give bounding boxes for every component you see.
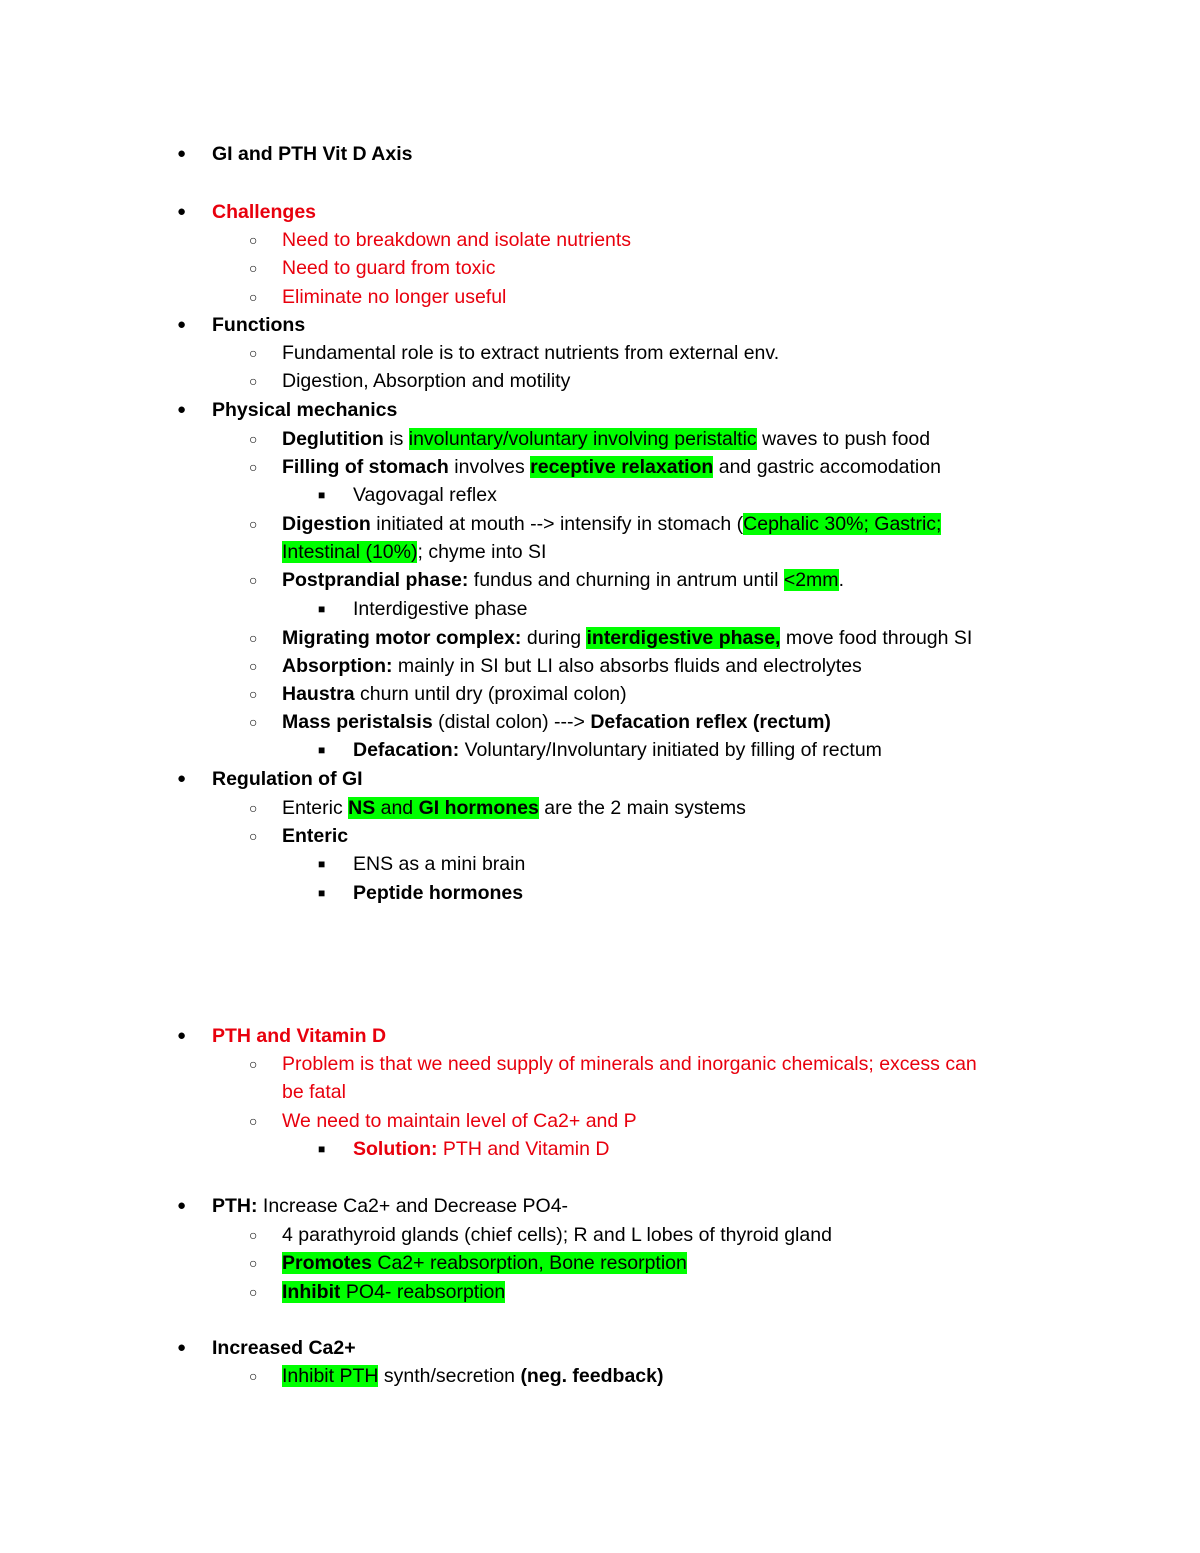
text-segment: waves to push food xyxy=(756,428,931,450)
level1-bullet-icon: ● xyxy=(177,1027,187,1044)
line-text xyxy=(353,850,525,878)
line-text xyxy=(212,1022,386,1050)
text-segment: Vagovagal reflex xyxy=(353,484,497,506)
level2-circle-bullet-icon: ○ xyxy=(249,1284,258,1300)
text-segment: Need to guard from toxic xyxy=(282,257,496,279)
text-segment: Defacation reflex (rectum) xyxy=(590,711,831,733)
line-text xyxy=(212,765,363,793)
text-segment: synth/secretion xyxy=(378,1365,521,1387)
level2-circle-bullet-icon: ○ xyxy=(249,1368,258,1384)
level2-circle-bullet-icon: ○ xyxy=(249,714,258,730)
highlighted-text: GI hormones xyxy=(418,797,539,819)
level2-circle-bullet-icon: ○ xyxy=(249,800,258,816)
line-text xyxy=(282,566,844,594)
highlighted-text: Inhibit PTH xyxy=(282,1365,379,1387)
level3-square-bullet-icon: ■ xyxy=(318,857,326,871)
level2-circle-bullet-icon: ○ xyxy=(249,630,258,646)
line-text xyxy=(353,736,882,764)
text-segment: initiated at mouth --> intensify in stomach ( xyxy=(370,513,744,535)
line-text xyxy=(212,311,305,339)
level2-circle-bullet-icon: ○ xyxy=(249,1113,258,1129)
line-text xyxy=(282,1107,637,1135)
line-text xyxy=(282,794,746,822)
level2-circle-bullet-icon: ○ xyxy=(249,1056,258,1072)
level3-square-bullet-icon: ■ xyxy=(318,743,326,757)
line-text xyxy=(282,1078,346,1106)
line-text xyxy=(282,1362,663,1390)
line-text xyxy=(282,822,348,850)
level2-circle-bullet-icon: ○ xyxy=(249,516,258,532)
level1-bullet-icon: ● xyxy=(177,1197,187,1214)
line-text xyxy=(282,680,627,708)
text-segment: move food through SI xyxy=(780,627,973,649)
level1-bullet-icon: ● xyxy=(177,316,187,333)
line-text xyxy=(212,198,316,226)
text-segment: Increase Ca2+ and Decrease PO4- xyxy=(257,1195,569,1217)
level1-bullet-icon: ● xyxy=(177,1339,187,1356)
text-segment: Haustra xyxy=(282,683,355,705)
text-segment: ENS as a mini brain xyxy=(353,853,526,875)
level3-square-bullet-icon: ■ xyxy=(318,488,326,502)
level1-bullet-icon: ● xyxy=(177,203,187,220)
text-segment: are the 2 main systems xyxy=(538,797,746,819)
text-segment: Digestion xyxy=(282,513,371,535)
line-text xyxy=(282,283,506,311)
text-segment: Digestion, Absorption and motility xyxy=(282,370,571,392)
line-text xyxy=(282,1278,505,1306)
text-segment: during xyxy=(521,627,587,649)
text-segment: PTH: xyxy=(212,1195,258,1217)
text-segment: churn until dry (proximal colon) xyxy=(354,683,627,705)
text-segment: PTH and Vitamin D xyxy=(212,1025,387,1047)
highlighted-text: Ca2+ reabsorption, Bone resorption xyxy=(371,1252,687,1274)
text-segment: Enteric xyxy=(282,825,349,847)
text-segment: GI and PTH Vit D Axis xyxy=(212,143,413,165)
highlighted-text: Intestinal (10%) xyxy=(282,541,418,563)
highlighted-text: PO4- reabsorption xyxy=(340,1281,506,1303)
text-segment: Interdigestive phase xyxy=(353,598,528,620)
highlighted-text: Cephalic 30%; Gastric; xyxy=(743,513,942,535)
level3-square-bullet-icon: ■ xyxy=(318,1142,326,1156)
line-text xyxy=(282,538,546,566)
line-text xyxy=(282,453,941,481)
text-segment: (neg. feedback) xyxy=(520,1365,664,1387)
line-text xyxy=(282,226,631,254)
line-text xyxy=(212,140,412,168)
text-segment: . xyxy=(838,569,844,591)
level2-circle-bullet-icon: ○ xyxy=(249,232,258,248)
text-segment: and gastric accomodation xyxy=(713,456,941,478)
level2-circle-bullet-icon: ○ xyxy=(249,828,258,844)
line-text xyxy=(353,595,528,623)
text-segment: Absorption: xyxy=(282,655,393,677)
line-text xyxy=(212,1192,568,1220)
text-segment: Enteric xyxy=(282,797,349,819)
level3-square-bullet-icon: ■ xyxy=(318,886,326,900)
line-text xyxy=(353,879,523,907)
highlighted-text: Promotes xyxy=(282,1252,372,1274)
text-segment: (distal colon) ---> xyxy=(432,711,591,733)
level1-bullet-icon: ● xyxy=(177,145,187,162)
text-segment: Physical mechanics xyxy=(212,399,398,421)
text-segment: Solution: xyxy=(353,1138,438,1160)
highlighted-text: <2mm xyxy=(783,569,839,591)
text-segment: Challenges xyxy=(212,201,317,223)
level2-circle-bullet-icon: ○ xyxy=(249,459,258,475)
line-text xyxy=(282,1221,832,1249)
text-segment: ; chyme into SI xyxy=(417,541,547,563)
line-text xyxy=(282,1249,687,1277)
text-segment: Postprandial phase: xyxy=(282,569,469,591)
line-text xyxy=(282,708,831,736)
level1-bullet-icon: ● xyxy=(177,401,187,418)
text-segment: PTH and Vitamin D xyxy=(437,1138,610,1160)
text-segment: Voluntary/Involuntary initiated by filling of rectum xyxy=(459,739,882,761)
text-segment: fundus and churning in antrum until xyxy=(468,569,784,591)
line-text xyxy=(282,624,972,652)
text-segment: Filling of stomach xyxy=(282,456,449,478)
level2-circle-bullet-icon: ○ xyxy=(249,658,258,674)
text-segment: involves xyxy=(448,456,531,478)
level2-circle-bullet-icon: ○ xyxy=(249,260,258,276)
highlighted-text: involuntary/voluntary involving peristaltic xyxy=(408,428,757,450)
text-segment: Fundamental role is to extract nutrients from external env. xyxy=(282,342,780,364)
text-segment: Increased Ca2+ xyxy=(212,1337,356,1359)
highlighted-text: interdigestive phase, xyxy=(586,627,781,649)
text-segment: Regulation of GI xyxy=(212,768,363,790)
line-text xyxy=(212,396,397,424)
text-segment: 4 parathyroid glands (chief cells); R and L lobes of thyroid gland xyxy=(282,1224,832,1246)
text-segment: is xyxy=(383,428,409,450)
line-text xyxy=(353,1135,609,1163)
text-segment: Deglutition xyxy=(282,428,384,450)
text-segment: Mass peristalsis xyxy=(282,711,433,733)
line-text xyxy=(282,367,570,395)
line-text xyxy=(282,652,862,680)
line-text xyxy=(282,1050,977,1078)
highlighted-text: Inhibit xyxy=(282,1281,341,1303)
level2-circle-bullet-icon: ○ xyxy=(249,1227,258,1243)
level2-circle-bullet-icon: ○ xyxy=(249,686,258,702)
text-segment: Need to breakdown and isolate nutrients xyxy=(282,229,632,251)
level2-circle-bullet-icon: ○ xyxy=(249,373,258,389)
text-segment: Defacation: xyxy=(353,739,460,761)
line-text xyxy=(282,254,496,282)
text-segment: Peptide hormones xyxy=(353,882,524,904)
text-segment: mainly in SI but LI also absorbs fluids and electrolytes xyxy=(392,655,862,677)
line-text xyxy=(282,510,941,538)
line-text xyxy=(212,1334,356,1362)
text-segment: Eliminate no longer useful xyxy=(282,286,507,308)
highlighted-text: receptive relaxation xyxy=(530,456,714,478)
level2-circle-bullet-icon: ○ xyxy=(249,572,258,588)
text-segment: Functions xyxy=(212,314,306,336)
text-segment: Migrating motor complex: xyxy=(282,627,522,649)
highlighted-text: NS xyxy=(348,797,376,819)
level2-circle-bullet-icon: ○ xyxy=(249,289,258,305)
level2-circle-bullet-icon: ○ xyxy=(249,1255,258,1271)
level1-bullet-icon: ● xyxy=(177,770,187,787)
line-text xyxy=(282,425,930,453)
text-segment: Problem is that we need supply of minerals and inorganic chemicals; excess can xyxy=(282,1053,977,1075)
level2-circle-bullet-icon: ○ xyxy=(249,345,258,361)
text-segment: We need to maintain level of Ca2+ and P xyxy=(282,1110,637,1132)
line-text xyxy=(353,481,497,509)
level3-square-bullet-icon: ■ xyxy=(318,602,326,616)
level2-circle-bullet-icon: ○ xyxy=(249,431,258,447)
text-segment: be fatal xyxy=(282,1081,346,1103)
highlighted-text: and xyxy=(375,797,419,819)
line-text xyxy=(282,339,779,367)
